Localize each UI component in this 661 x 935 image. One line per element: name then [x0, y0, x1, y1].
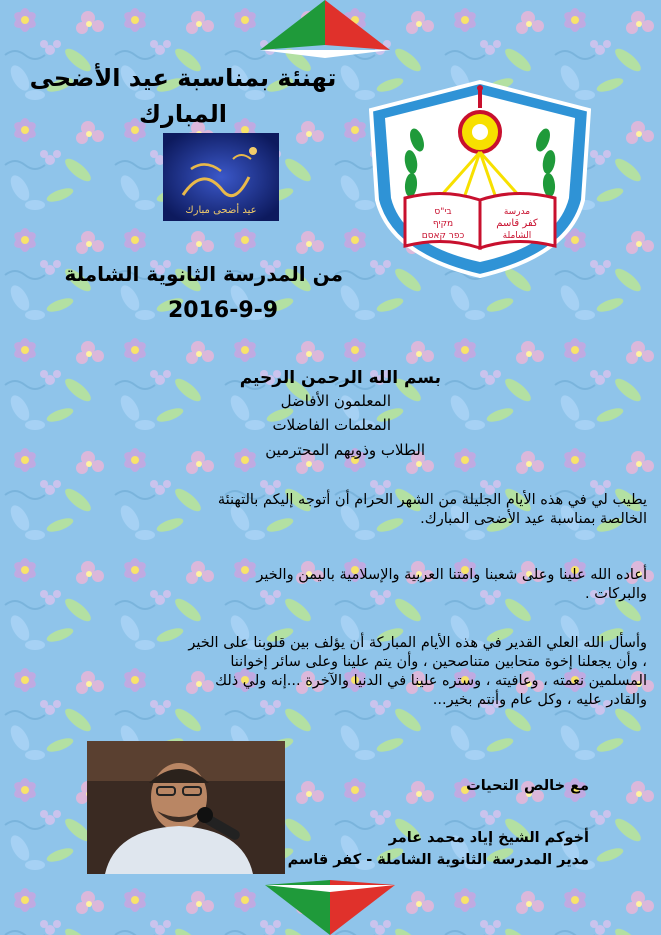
paragraph-blessing	[7, 566, 647, 604]
addressee-teachers-m: المعلمون الأفاضل	[280, 392, 391, 410]
paragraph-3-line-1: وأسأل الله العلي القدير في هذه الأيام المباركة أن يؤلف بين قلوبنا على الخير	[188, 635, 647, 651]
crest-hebrew-line-2: מקיף	[432, 219, 454, 229]
crest-arabic-line-1: مدرسة	[503, 207, 531, 217]
date: 2016-9-9	[168, 298, 279, 323]
crest-arabic-line-3: الشاملة	[502, 231, 532, 241]
title-line-1: تهنئة بمناسبة عيد الأضحى	[29, 64, 337, 92]
signatory-name: أخوكم الشيخ إياد محمد عامر	[388, 830, 589, 846]
page-title	[23, 60, 343, 132]
addressee-students: الطلاب وذويهم المحترمين	[265, 441, 425, 459]
crest-arabic-line-2: كفر قاسم	[496, 218, 538, 229]
paragraph-3-line-3: المسلمين نعمته ، وعافيته ، وستره علينا في الدنيا والآخرة ...إنه ولي ذلك	[215, 673, 647, 689]
calligraphy-text: عيد أضحى مبارك	[185, 205, 257, 216]
signatory-role: مدير المدرسة الثانوية الشاملة - كفر قاسم	[287, 852, 589, 868]
paragraph-3-line-4: والقادر عليه ، وكل عام وأنتم بخير...	[432, 692, 647, 708]
paragraph-2-line-1: أعاده الله علينا وعلى شعبنا وامتنا العربية والإسلامية باليمن والخير	[256, 567, 647, 583]
basmala: بسم الله الرحمن الرحيم	[239, 368, 441, 388]
from-school: من المدرسة الثانوية الشاملة	[64, 262, 343, 286]
paragraph-congratulation	[7, 491, 647, 529]
paragraph-2-line-2: والبركات .	[584, 586, 647, 602]
paragraph-3-line-2: ، وأن يجعلنا إخوة متحابين متناصحين ، وأن يتم علينا وعلى سائر إخواننا	[230, 654, 647, 670]
addressee-teachers-f: المعلمات الفاضلات	[272, 416, 391, 434]
crest-hebrew-line-1: בי"ס	[434, 207, 452, 217]
closing-greeting: مع خالص التحيات	[466, 778, 589, 794]
paragraph-1-line-2: الخالصة بمناسبة عيد الأضحى المبارك.	[420, 511, 647, 527]
title-line-2: المبارك	[139, 100, 227, 128]
paragraph-1-line-1: يطيب لي في هذه الأيام الجليلة من الشهر الحرام أن أتوجه إليكم بالتهنئة	[217, 492, 647, 508]
crest-hebrew-line-3: כפר קאסם	[421, 231, 465, 241]
paragraph-prayer	[7, 634, 647, 710]
